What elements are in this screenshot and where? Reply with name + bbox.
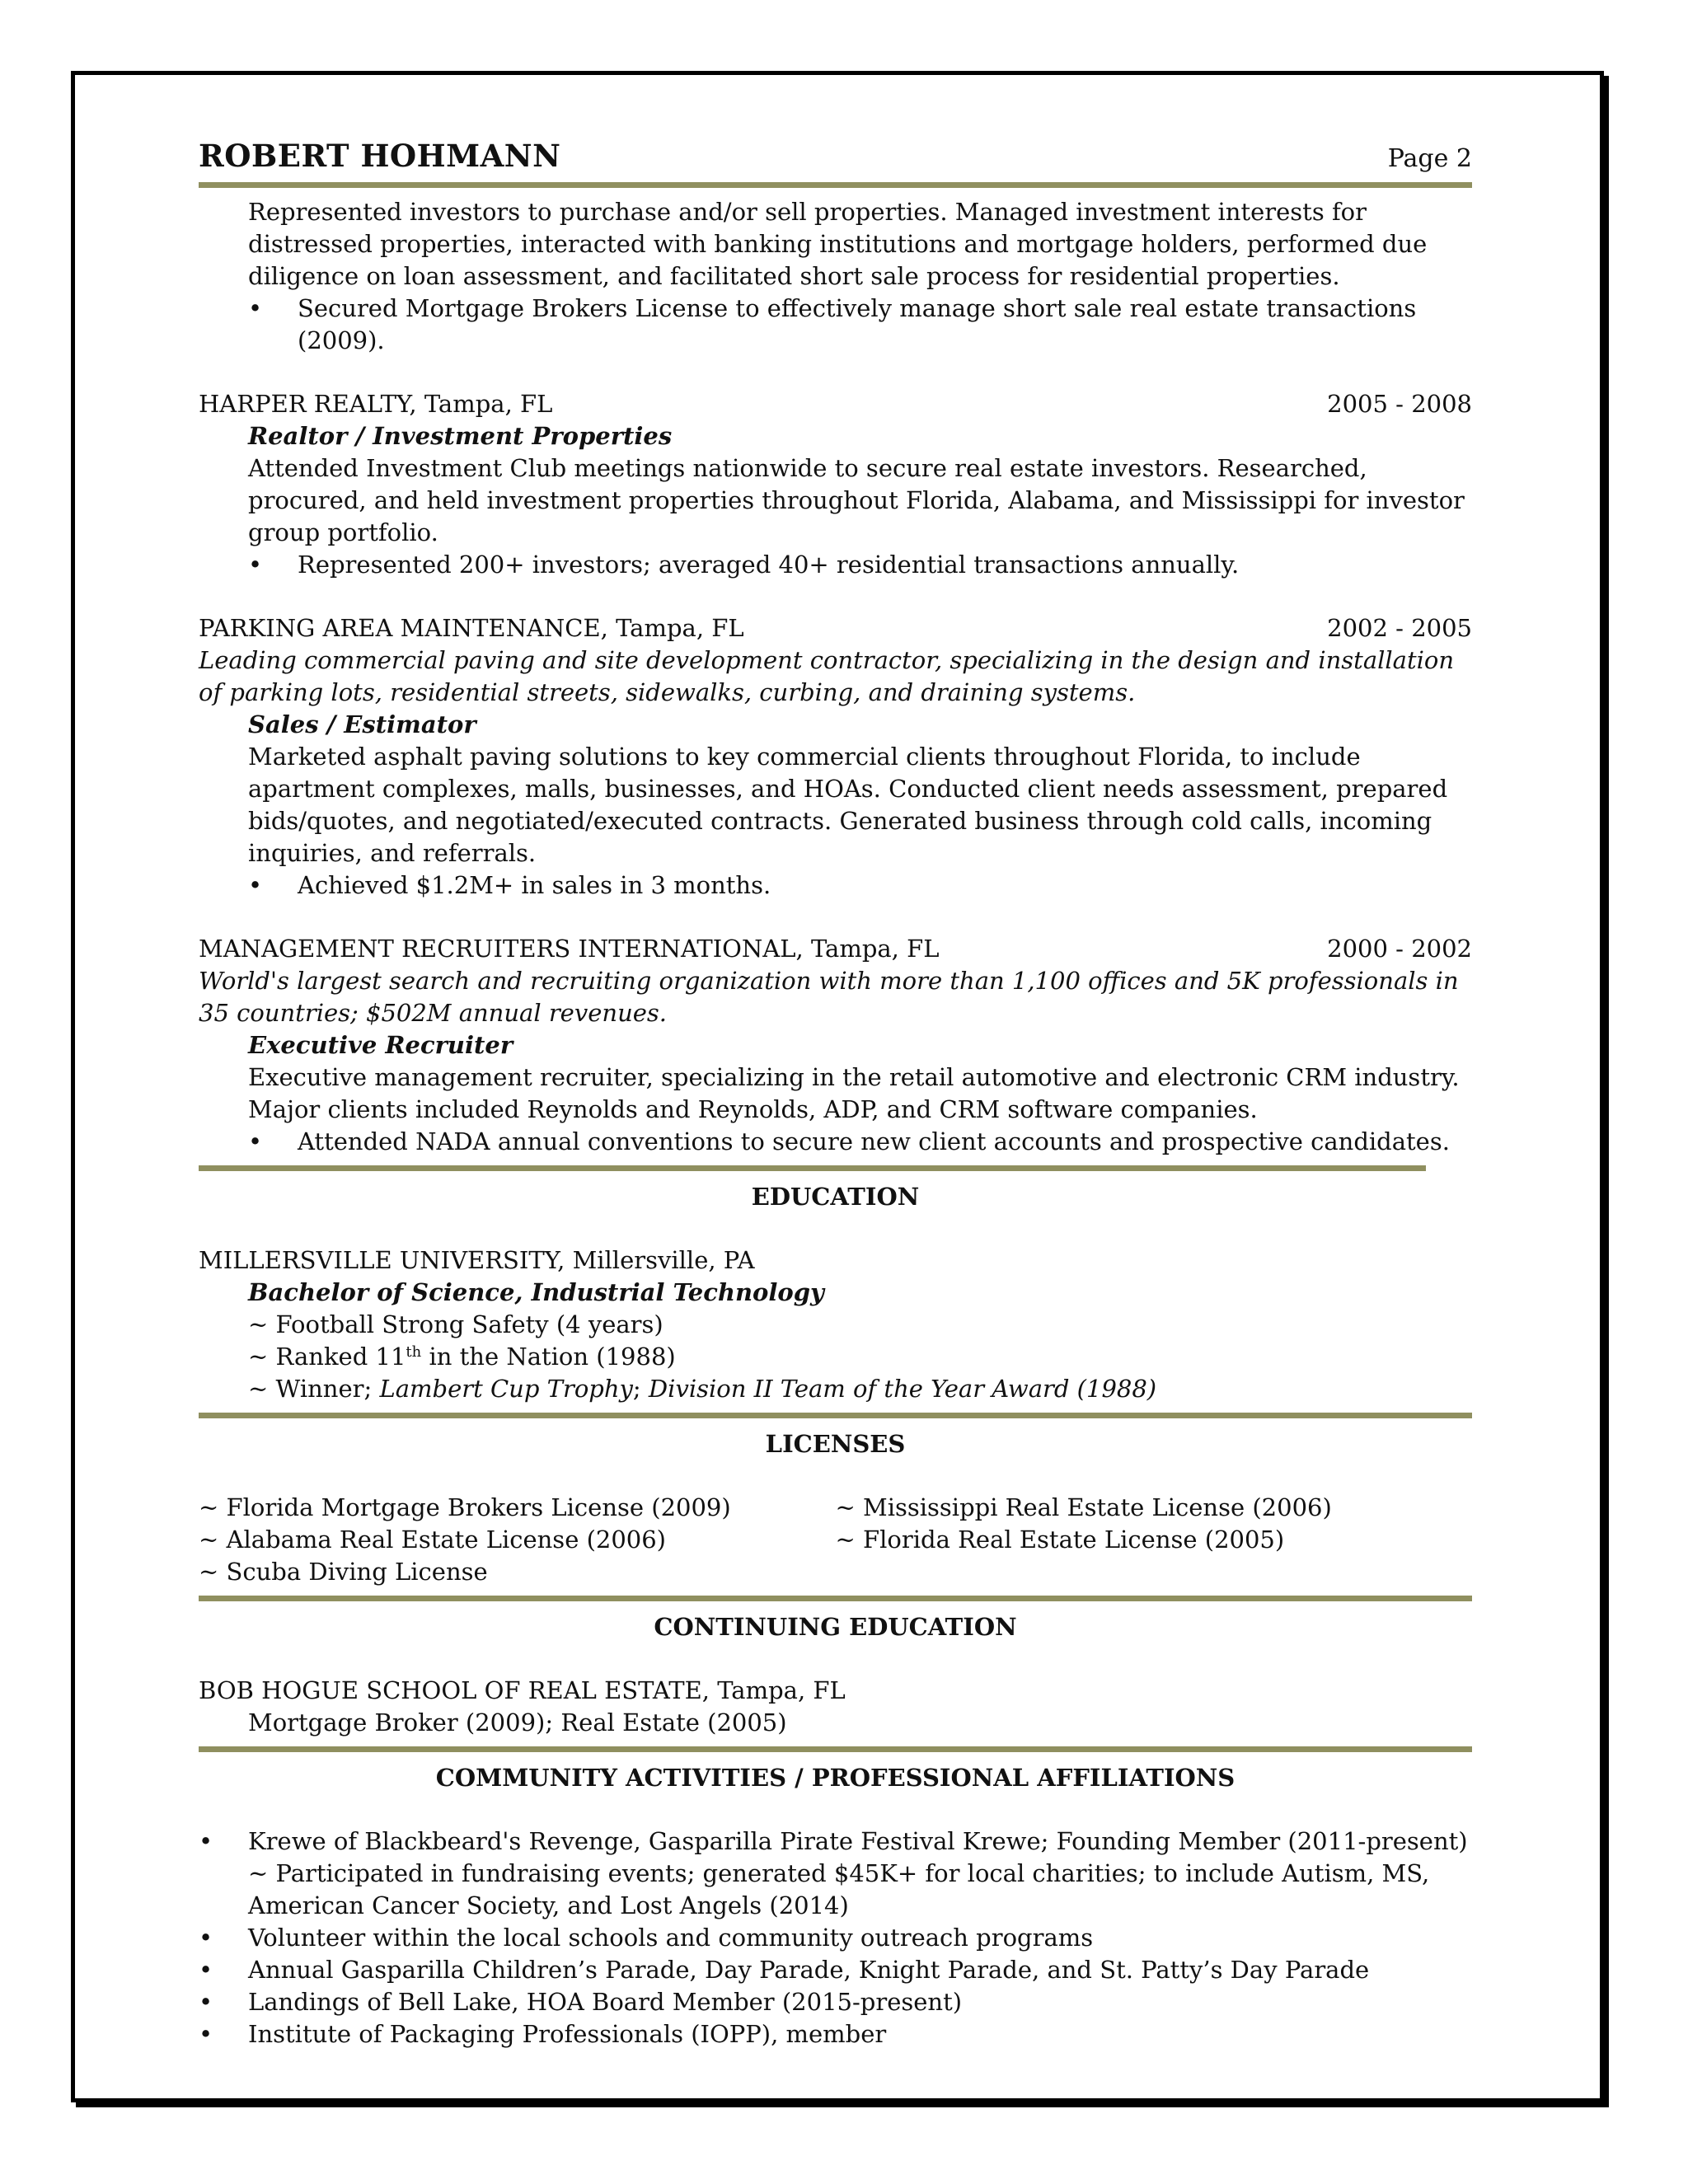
job-company: HARPER REALTY, Tampa, FL [199,390,553,418]
list-item-text: Institute of Packaging Professionals (IOPP), member [248,2020,887,2048]
section-divider [199,1413,1472,1418]
licenses-list [199,1492,1472,1588]
job-bullet [199,293,1472,357]
list-item-text: Krewe of Blackbeard's Revenge, Gasparilla Pirate Festival Krewe; Founding Member (2011-present) [248,1827,1468,1855]
job-dates: 2002 - 2005 [1327,614,1472,642]
job-harper-realty [199,388,1472,581]
job-title: Sales / Estimator [248,710,476,738]
job-parking-area-maintenance [199,612,1472,902]
page-header [199,140,1472,175]
education-item: ~ Winner; Lambert Cup Trophy; Division II Team of the Year Award (1988) [248,1375,1157,1403]
list-item [199,1922,1472,1954]
job-bullet [199,549,1472,581]
list-item [199,1825,1472,1922]
bullet-text: Achieved $1.2M+ in sales in 3 months. [298,871,771,899]
school-name: BOB HOGUE SCHOOL OF REAL ESTATE, Tampa, FL [199,1676,846,1704]
license-item: ~ Florida Real Estate License (2005) [835,1526,1285,1554]
degree: Bachelor of Science, Industrial Technology [248,1278,824,1306]
education-item: ~ Ranked 11th in the Nation (1988) [248,1343,676,1371]
education-item: ~ Football Strong Safety (4 years) [248,1310,663,1338]
bullet-text: Represented 200+ investors; averaged 40+ residential transactions annually. [298,551,1240,579]
list-item-text: Landings of Bell Lake, HOA Board Member (2015-present) [248,1988,963,2016]
job-bullet [199,1126,1472,1158]
course-detail: Mortgage Broker (2009); Real Estate (2005) [248,1708,787,1736]
bullet-icon: • [248,294,263,322]
bullet-icon: • [248,551,263,579]
bullet-text: Secured Mortgage Brokers License to effectively manage short sale real estate transactions (2009). [298,294,1417,354]
licenses-heading: LICENSES [765,1430,906,1458]
company-tagline: World's largest search and recruiting organization with more than 1,100 offices and 5K professionals in 35 countries; $502M annual revenues. [199,967,1459,1027]
license-item: ~ Scuba Diving License [199,1558,488,1586]
candidate-name: ROBERT HOHMANN [199,138,561,174]
list-item-text: Annual Gasparilla Children’s Parade, Day Parade, Knight Parade, and St. Patty’s Day Parade [248,1956,1370,1984]
license-item: ~ Alabama Real Estate License (2006) [199,1526,667,1554]
job-company: PARKING AREA MAINTENANCE, Tampa, FL [199,614,744,642]
job-dates: 2005 - 2008 [1327,390,1472,418]
education-heading: EDUCATION [751,1183,920,1211]
previous-job-continuation [199,196,1472,357]
school-name: MILLERSVILLE UNIVERSITY, Millersville, PA [199,1246,755,1274]
list-item-text: Volunteer within the local schools and community outreach programs [248,1924,1094,1952]
header-divider [199,182,1472,188]
resume-page [71,71,1604,2102]
continuing-education-section [199,1675,1472,1739]
job-description: Attended Investment Club meetings nationwide to secure real estate investors. Researched, procured, and held investment properties throughout Florida, Alabama, and Mississippi for investor group portfolio. [248,454,1465,546]
bullet-icon: • [199,1988,213,2016]
list-item [199,1954,1472,1986]
section-divider [199,1165,1426,1171]
job-description: Marketed asphalt paving solutions to key commercial clients throughout Florida, to include apartment complexes, malls, businesses, and HOAs. Conducted client needs assessment, prepared bids/quotes, and negotiated/executed contracts. Generated business through cold calls, incoming inquiries, and referrals. [248,743,1448,867]
company-tagline: Leading commercial paving and site development contractor, specializing in the design and installation of parking lots, residential streets, sidewalks, curbing, and draining systems. [199,646,1455,706]
bullet-icon: • [248,1127,263,1155]
bullet-text: Attended NADA annual conventions to secure new client accounts and prospective candidates. [298,1127,1450,1155]
license-item: ~ Florida Mortgage Brokers License (2009) [199,1493,731,1521]
list-item [199,1986,1472,2018]
community-heading: COMMUNITY ACTIVITIES / PROFESSIONAL AFFILIATIONS [435,1764,1236,1792]
bullet-icon: • [199,1956,213,1984]
job-description: Executive management recruiter, specializing in the retail automotive and electronic CRM industry. Major clients included Reynolds and Reynolds, ADP, and CRM software companies. [248,1063,1460,1123]
bullet-icon: • [199,1924,213,1952]
community-list [199,1825,1472,2050]
job-dates: 2000 - 2002 [1327,935,1472,963]
continuing-education-heading: CONTINUING EDUCATION [654,1613,1017,1641]
job-description: Represented investors to purchase and/or sell properties. Managed investment interests for distressed properties, interacted with banking institutions and mortgage holders, performed due diligence on loan assessment, and facilitated short sale process for residential properties. [248,198,1428,290]
bullet-icon: • [248,871,263,899]
job-bullet [199,869,1472,902]
education-section [199,1244,1472,1405]
list-item [199,2018,1472,2050]
job-management-recruiters [199,933,1472,1158]
license-item: ~ Mississippi Real Estate License (2006) [835,1493,1332,1521]
job-title: Executive Recruiter [248,1031,513,1059]
section-divider [199,1746,1472,1752]
bullet-icon: • [199,1827,213,1855]
section-divider [199,1596,1472,1601]
list-subitem-text: ~ Participated in fundraising events; generated $45K+ for local charities; to include Autism, MS, American Cancer Society, and Lost Angels (2014) [248,1859,1430,1919]
resume-content [199,75,1472,2050]
page-number: Page 2 [1387,144,1472,173]
job-title: Realtor / Investment Properties [248,422,673,450]
bullet-icon: • [199,2020,213,2048]
job-company: MANAGEMENT RECRUITERS INTERNATIONAL, Tampa, FL [199,935,940,963]
